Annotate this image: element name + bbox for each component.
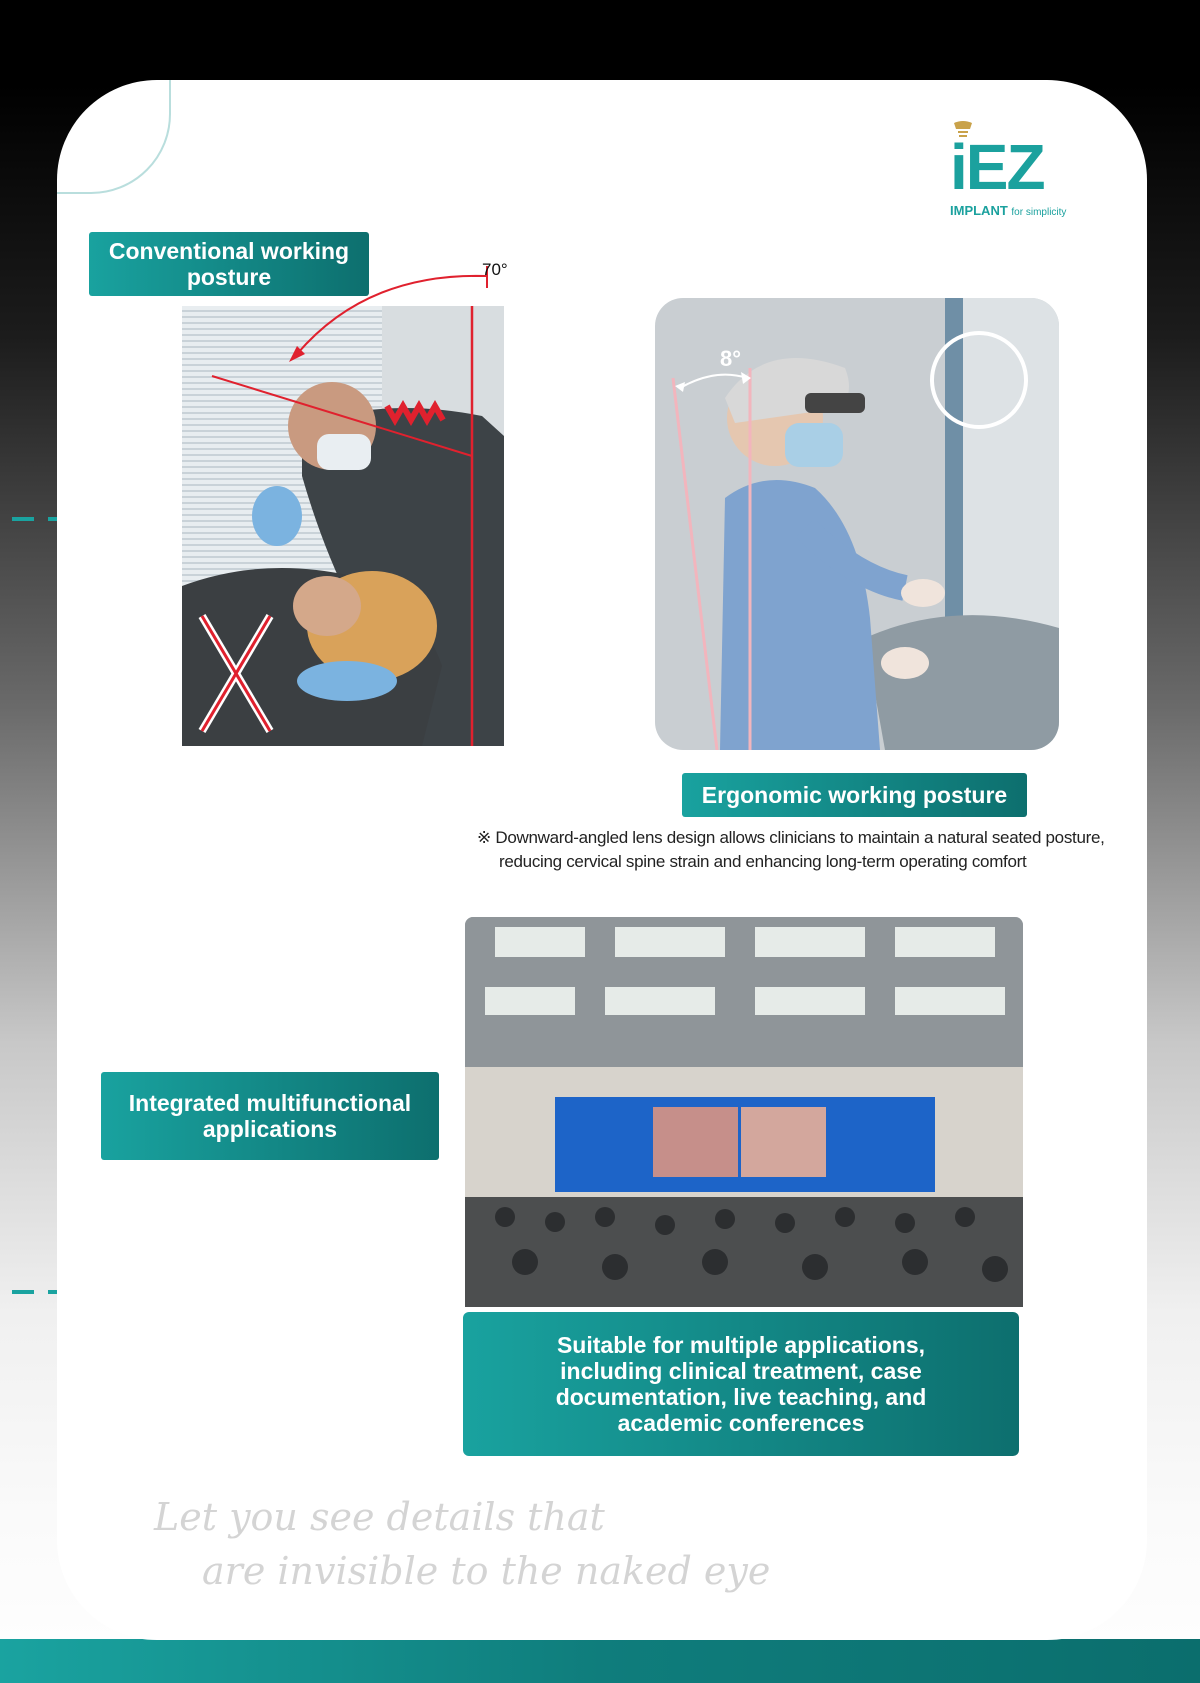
ergonomic-posture-label: Ergonomic working posture	[682, 773, 1027, 817]
ergonomic-note-line1: ※ Downward-angled lens design allows clinicians to maintain a natural seated posture,	[477, 828, 1105, 847]
conventional-posture-label: Conventional working posture	[89, 232, 369, 296]
logo-tagline	[950, 203, 1066, 218]
content-card	[57, 80, 1147, 1640]
angle-70-label: 70°	[482, 260, 508, 279]
angle-arc-70	[217, 262, 517, 362]
corner-decoration	[57, 80, 171, 194]
bottom-accent-bar	[0, 1639, 1200, 1683]
multifunction-label: Integrated multifunctional applications	[101, 1072, 439, 1160]
conventional-posture-photo	[182, 306, 504, 746]
brand-logo	[950, 107, 1110, 218]
conference-photo	[465, 917, 1023, 1307]
logo-wordmark: iEZ	[950, 131, 1044, 203]
ergonomic-posture-photo	[655, 298, 1059, 750]
logo-tagline-main: IMPLANT	[950, 203, 1008, 218]
slogan	[154, 1490, 770, 1598]
ergonomic-note-line2: reducing cervical spine strain and enhancing long-term operating comfort	[499, 852, 1027, 871]
logo-tagline-small: for simplicity	[1011, 207, 1067, 218]
slogan-line2: are invisible to the naked eye	[202, 1549, 771, 1593]
ergonomic-note	[477, 826, 1117, 874]
applications-description: Suitable for multiple applications, including clinical treatment, case documentation, live teaching, and academic conferences	[463, 1312, 1019, 1456]
angle-8-label: 8°	[720, 346, 742, 371]
slogan-line1: Let you see details that	[154, 1495, 605, 1539]
